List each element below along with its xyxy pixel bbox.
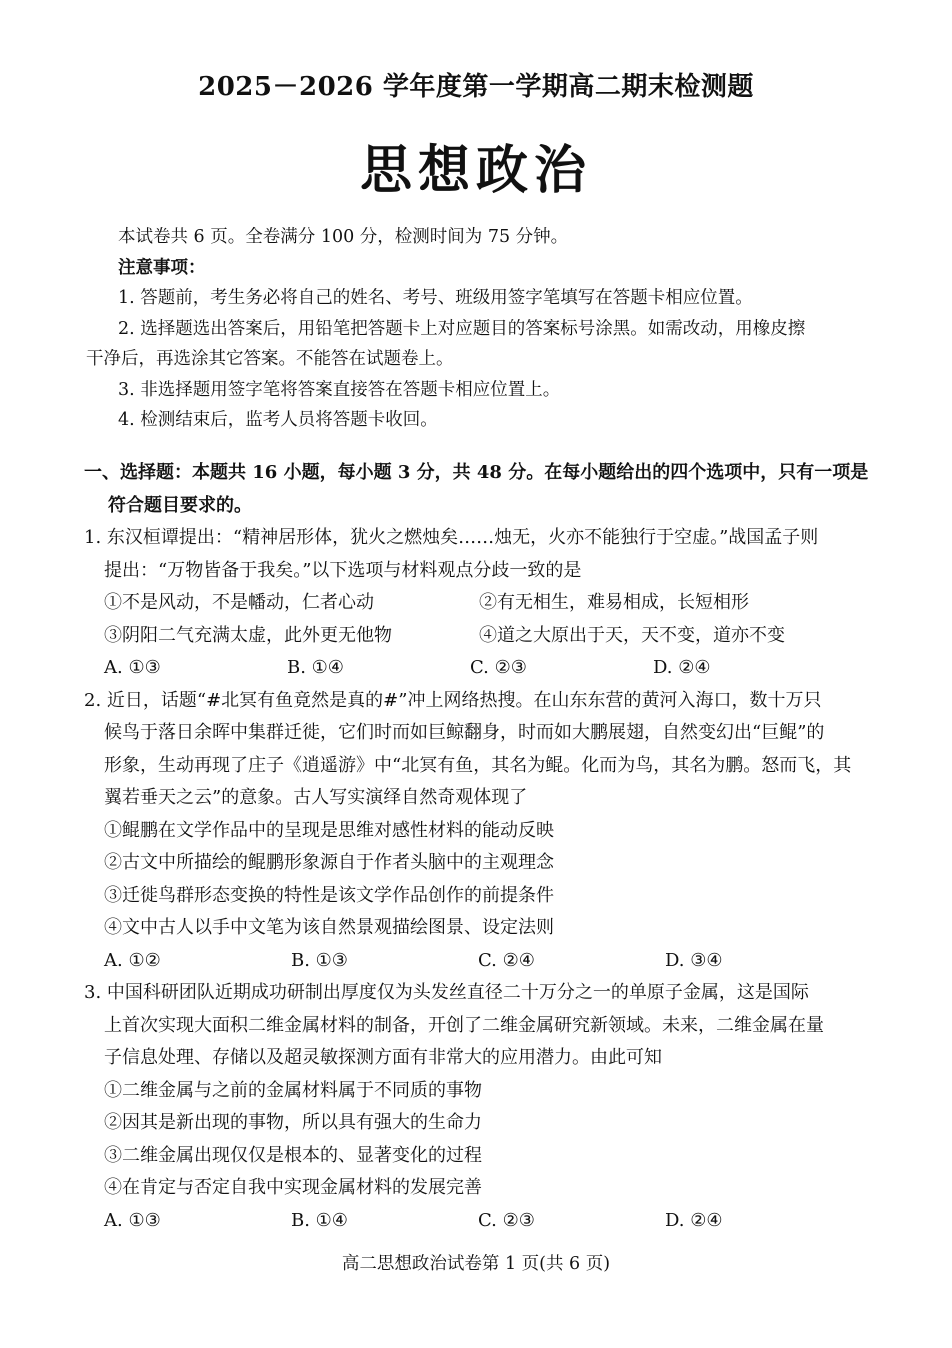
- questions-block: [84, 457, 869, 1237]
- q1-option-2: ②有无相生，难易相成，长短相形: [479, 592, 749, 613]
- q2-choice-d: D. ③④: [665, 949, 723, 971]
- q2-choice-a: A. ①②: [104, 949, 161, 971]
- q1-option-4: ④道之大原出于天，天不变，道亦不变: [479, 624, 785, 646]
- notice-item-4: 4. 检测结束后，监考人员将答题卡收回。: [118, 410, 438, 430]
- q2-choices: [84, 945, 854, 978]
- q2-choice-c: C. ②④: [478, 949, 535, 971]
- q2-option-1: ①鲲鹏在文学作品中的呈现是思维对感性材料的能动反映: [104, 819, 554, 841]
- q2-option-3: ③迁徙鸟群形态变换的特性是该文学作品创作的前提条件: [104, 884, 554, 906]
- q3-stem-a: 3. 中国科研团队近期成功研制出厚度仅为头发丝直径二十万分之一的单原子金属，这是国际: [84, 982, 809, 1003]
- exam-title: 2025－2026 学年度第一学期高二期末检测题: [198, 72, 754, 102]
- q3-choices: [84, 1205, 854, 1238]
- q1-options-row-1: [84, 587, 854, 620]
- q3-choice-b: B. ①④: [291, 1209, 348, 1231]
- notice-intro: 本试卷共 6 页。全卷满分 100 分，检测时间为 75 分钟。: [118, 227, 569, 247]
- q3-option-1: ①二维金属与之前的金属材料属于不同质的事物: [104, 1079, 482, 1101]
- q3-stem-c: 子信息处理、存储以及超灵敏探测方面有非常大的应用潜力。由此可知: [104, 1047, 662, 1068]
- q1-option-1: ①不是风动，不是幡动，仁者心动: [104, 592, 374, 613]
- q2-option-4: ④文中古人以手中文笔为该自然景观描绘图景、设定法则: [104, 917, 554, 938]
- q1-stem-b: 提出：“万物皆备于我矣。”以下选项与材料观点分歧一致的是: [104, 559, 582, 581]
- section-heading-cont: 符合题目要求的。: [108, 494, 252, 516]
- notice-heading: 注意事项：: [118, 257, 206, 278]
- q1-option-3: ③阴阳二气充满太虚，此外更无他物: [104, 624, 392, 646]
- section-heading: 一、选择题：本题共 16 小题，每小题 3 分，共 48 分。在每小题给出的四个选项中，只有一项是: [84, 462, 869, 483]
- q3-stem-b: 上首次实现大面积二维金属材料的制备，开创了二维金属研究新领域。未来，二维金属在量: [104, 1014, 824, 1036]
- q2-stem-c: 形象，生动再现了庄子《逍遥游》中“北冥有鱼，其名为鲲。化而为鸟，其名为鹏。怒而飞，其: [104, 754, 852, 776]
- notice-item-2a: 2. 选择题选出答案后，用铅笔把答题卡上对应题目的答案标号涂黑。如需改动，用橡皮擦: [118, 318, 806, 339]
- q1-options-row-2: [84, 620, 854, 653]
- notice-block: [86, 222, 846, 436]
- q3-option-2: ②因其是新出现的事物，所以具有强大的生命力: [104, 1112, 482, 1133]
- q3-choice-a: A. ①③: [104, 1209, 161, 1231]
- q2-option-2: ②古文中所描绘的鲲鹏形象源自于作者头脑中的主观理念: [104, 852, 554, 873]
- q1-choice-b: B. ①④: [287, 657, 344, 678]
- notice-item-1: 1. 答题前，考生务必将自己的姓名、考号、班级用签字笔填写在答题卡相应位置。: [118, 288, 753, 308]
- q3-choice-c: C. ②③: [478, 1209, 535, 1231]
- q1-choice-a: A. ①③: [104, 657, 161, 678]
- q2-stem-b: 候鸟于落日余晖中集群迁徙，它们时而如巨鲸翻身，时而如大鹏展翅，自然变幻出“巨鲲”的: [104, 722, 825, 743]
- q3-option-3: ③二维金属出现仅仅是根本的、显著变化的过程: [104, 1144, 482, 1166]
- notice-item-3: 3. 非选择题用签字笔将答案直接答在答题卡相应位置上。: [118, 379, 561, 400]
- q1-choice-c: C. ②③: [470, 657, 527, 678]
- q1-stem-a: 1. 东汉桓谭提出：“精神居形体，犹火之燃烛矣……烛无，火亦不能独行于空虚。”战国孟子则: [84, 527, 819, 548]
- q2-stem-a: 2. 近日，话题“#北冥有鱼竟然是真的#”冲上网络热搜。在山东东营的黄河入海口，数十万只: [84, 689, 822, 711]
- page-footer: 高二思想政治试卷第 1 页(共 6 页): [341, 1254, 611, 1274]
- q2-stem-d: 翼若垂天之云”的意象。古人写实演绎自然奇观体现了: [104, 787, 528, 808]
- q3-option-4: ④在肯定与否定自我中实现金属材料的发展完善: [104, 1177, 482, 1198]
- notice-item-2b: 干净后，再选涂其它答案。不能答在试题卷上。: [86, 349, 454, 369]
- q3-choice-d: D. ②④: [665, 1209, 723, 1231]
- subject-title: 思想政治: [359, 140, 592, 201]
- q2-choice-b: B. ①③: [291, 949, 348, 971]
- q1-choices: [84, 652, 854, 685]
- q1-choice-d: D. ②④: [653, 657, 711, 678]
